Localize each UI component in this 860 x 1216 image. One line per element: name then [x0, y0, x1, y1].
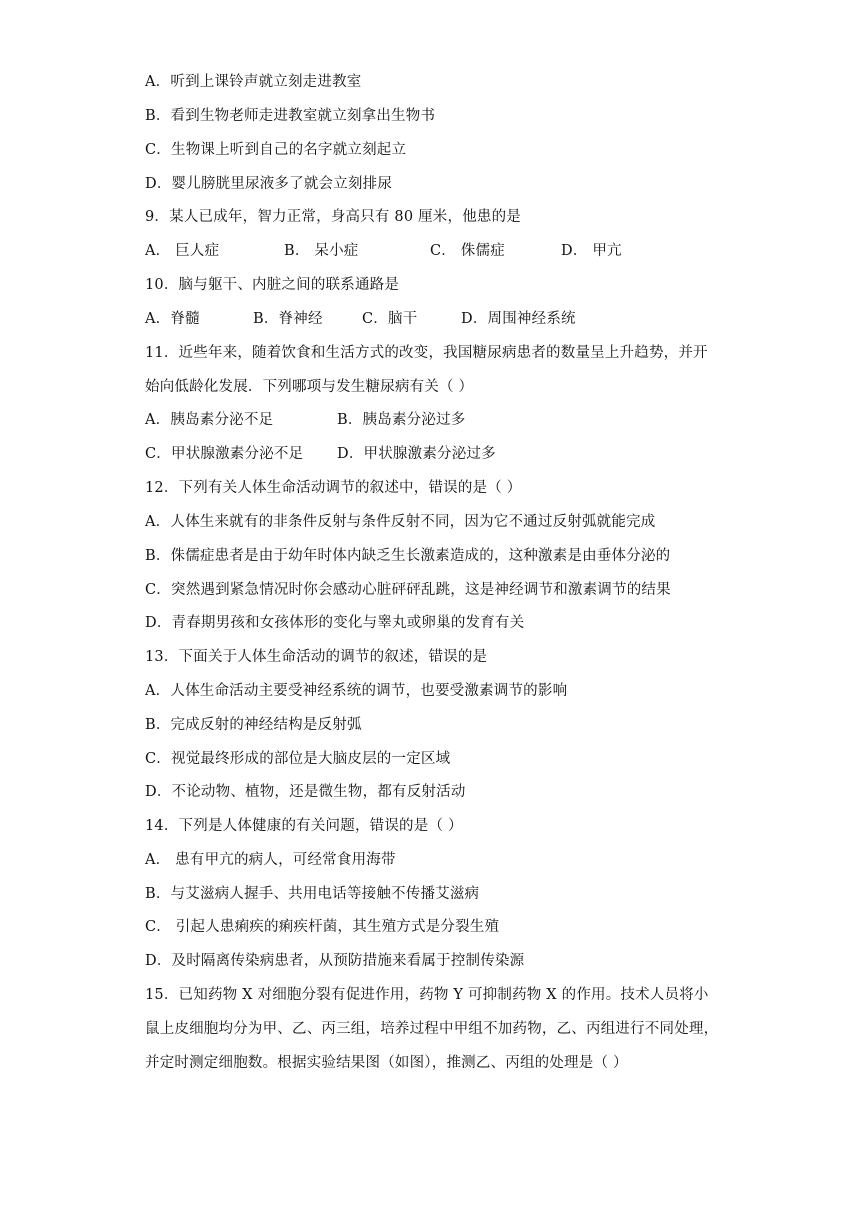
- q8-option-a: A．听到上课铃声就立刻走进教室: [145, 74, 362, 90]
- q11-options-row-1: [145, 410, 465, 430]
- q10-options-row: [145, 309, 576, 329]
- q12-option-a: A．人体生来就有的非条件反射与条件反射不同，因为它不通过反射弧就能完成: [145, 514, 656, 530]
- q9-option-a: A． 巨人症: [145, 243, 220, 259]
- q9-stem: 9．某人已成年，智力正常，身高只有 80 厘米，他患的是: [145, 209, 521, 225]
- q13-option-a: A．人体生命活动主要受神经系统的调节，也要受激素调节的影响: [145, 683, 568, 699]
- q13-stem: 13．下面关于人体生命活动的调节的叙述，错误的是: [145, 649, 488, 665]
- q11-option-a: A．胰岛素分泌不足: [145, 412, 274, 428]
- q14-stem: 14．下列是人体健康的有关问题，错误的是（ ）: [145, 818, 463, 834]
- q15-stem-line-2: 鼠上皮细胞均分为甲、乙、丙三组，培养过程中甲组不加药物，乙、丙组进行不同处理，: [145, 1021, 719, 1037]
- q8-option-b: B．看到生物老师走进教室就立刻拿出生物书: [145, 108, 436, 124]
- q10-stem: 10．脑与躯干、内脏之间的联系通路是: [145, 277, 400, 293]
- q10-option-b: B．脊神经: [253, 311, 323, 327]
- q10-option-c: C．脑干: [362, 311, 418, 327]
- q9-options-row: [145, 241, 622, 261]
- q12-option-b: B．侏儒症患者是由于幼年时体内缺乏生长激素造成的，这种激素是由垂体分泌的: [145, 548, 671, 564]
- q15-stem-line-3: 并定时测定细胞数。根据实验结果图（如图），推测乙、丙组的处理是（ ）: [145, 1055, 628, 1071]
- q11-option-b: B．胰岛素分泌过多: [337, 412, 466, 428]
- q11-stem-line-1: 11．近些年来，随着饮食和生活方式的改变，我国糖尿病患者的数量呈上升趋势，并开: [145, 345, 708, 361]
- q10-option-a: A．脊髓: [145, 311, 200, 327]
- q11-stem-line-2: 始向低龄化发展．下列哪项与发生糖尿病有关（ ）: [145, 379, 474, 395]
- q11-options-row-2: [145, 444, 496, 464]
- q12-option-d: D．青春期男孩和女孩体形的变化与睾丸或卵巢的发育有关: [145, 615, 525, 631]
- q14-option-a: A． 患有甲亢的病人，可经常食用海带: [145, 852, 396, 868]
- q9-option-d: D． 甲亢: [561, 243, 622, 259]
- q11-option-d: D．甲状腺激素分泌过多: [337, 446, 496, 462]
- q9-option-c: C． 侏儒症: [430, 243, 505, 259]
- q15-stem-line-1: 15．已知药物 X 对细胞分裂有促进作用，药物 Y 可抑制药物 X 的作用。技术人员将小: [145, 987, 709, 1003]
- q9-option-b: B． 呆小症: [284, 243, 359, 259]
- q8-option-c: C．生物课上听到自己的名字就立刻起立: [145, 142, 407, 158]
- q13-option-d: D．不论动物、植物，还是微生物，都有反射活动: [145, 784, 466, 800]
- q12-option-c: C．突然遇到紧急情况时你会感动心脏砰砰乱跳，这是神经调节和激素调节的结果: [145, 582, 671, 598]
- q14-option-c: C． 引起人患痢疾的痢疾杆菌，其生殖方式是分裂生殖: [145, 919, 500, 935]
- q8-option-d: D．婴儿膀胱里尿液多了就会立刻排尿: [145, 176, 393, 192]
- q10-option-d: D．周围神经系统: [461, 311, 576, 327]
- q13-option-b: B．完成反射的神经结构是反射弧: [145, 717, 362, 733]
- q11-option-c: C．甲状腺激素分泌不足: [145, 446, 304, 462]
- q14-option-b: B．与艾滋病人握手、共用电话等接触不传播艾滋病: [145, 886, 480, 902]
- q13-option-c: C．视觉最终形成的部位是大脑皮层的一定区域: [145, 751, 451, 767]
- q14-option-d: D．及时隔离传染病患者，从预防措施来看属于控制传染源: [145, 953, 525, 969]
- q12-stem: 12．下列有关人体生命活动调节的叙述中，错误的是（ ）: [145, 480, 522, 496]
